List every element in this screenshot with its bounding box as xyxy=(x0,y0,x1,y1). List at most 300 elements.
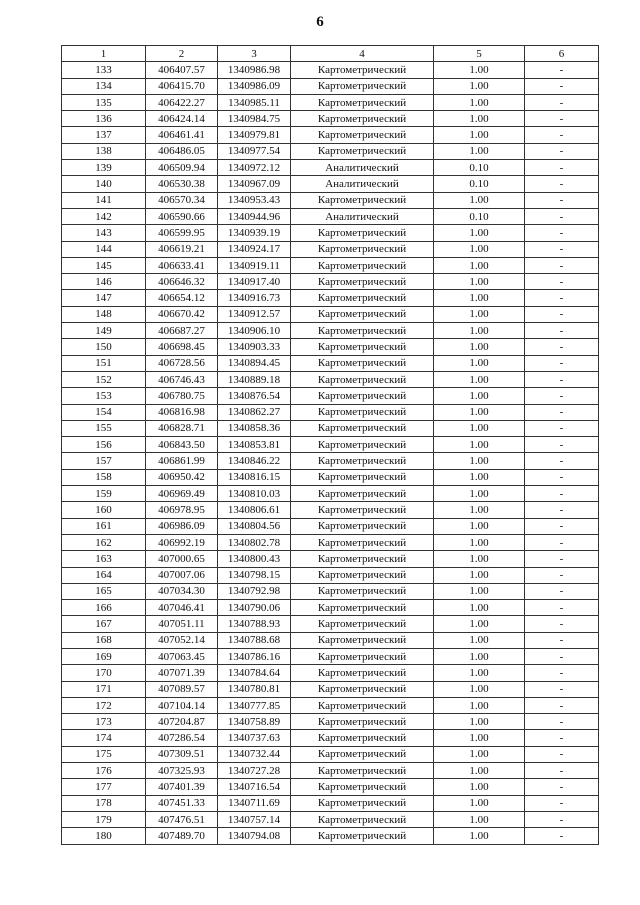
table-cell: Картометрический xyxy=(291,371,434,387)
table-cell: 1.00 xyxy=(434,453,525,469)
table-cell: Картометрический xyxy=(291,763,434,779)
table-cell: 1.00 xyxy=(434,763,525,779)
table-cell: 406950.42 xyxy=(146,469,218,485)
header-row xyxy=(62,46,599,62)
table-row xyxy=(62,681,599,697)
table-row xyxy=(62,730,599,746)
table-row xyxy=(62,616,599,632)
table-cell: 0.10 xyxy=(434,160,525,176)
table-cell: 406843.50 xyxy=(146,437,218,453)
table-cell: 1340985.11 xyxy=(218,94,291,110)
table-cell: Картометрический xyxy=(291,306,434,322)
table-row xyxy=(62,404,599,420)
table-cell: 407309.51 xyxy=(146,746,218,762)
table-cell: 153 xyxy=(62,388,146,404)
table-cell: 406424.14 xyxy=(146,111,218,127)
table-cell: 1340912.57 xyxy=(218,306,291,322)
table-cell: 1.00 xyxy=(434,225,525,241)
table-cell: 1340757.14 xyxy=(218,811,291,827)
table-cell: 1.00 xyxy=(434,257,525,273)
table-cell: 166 xyxy=(62,600,146,616)
table-cell: - xyxy=(525,648,599,664)
table-cell: Картометрический xyxy=(291,78,434,94)
table-cell: 407489.70 xyxy=(146,828,218,844)
table-row xyxy=(62,453,599,469)
table-cell: - xyxy=(525,714,599,730)
table-cell: 134 xyxy=(62,78,146,94)
table-row xyxy=(62,648,599,664)
table-cell: 1.00 xyxy=(434,746,525,762)
table-cell: 1340790.06 xyxy=(218,600,291,616)
table-cell: Картометрический xyxy=(291,828,434,844)
table-cell: 1340862.27 xyxy=(218,404,291,420)
table-row xyxy=(62,143,599,159)
table-cell: 133 xyxy=(62,62,146,78)
table-cell: - xyxy=(525,208,599,224)
table-row xyxy=(62,176,599,192)
table-cell: 406570.34 xyxy=(146,192,218,208)
table-cell: - xyxy=(525,665,599,681)
table-cell: 1340788.68 xyxy=(218,632,291,648)
table-cell: 1340876.54 xyxy=(218,388,291,404)
table-cell: - xyxy=(525,779,599,795)
table-cell: Картометрический xyxy=(291,697,434,713)
column-header: 5 xyxy=(434,46,525,62)
table-cell: 1.00 xyxy=(434,551,525,567)
table-cell: 406509.94 xyxy=(146,160,218,176)
table-row xyxy=(62,241,599,257)
table-cell: 407476.51 xyxy=(146,811,218,827)
table-header xyxy=(62,46,599,62)
table-cell: 145 xyxy=(62,257,146,273)
table-cell: Аналитический xyxy=(291,176,434,192)
table-cell: 1340786.16 xyxy=(218,648,291,664)
table-cell: 1340732.44 xyxy=(218,746,291,762)
table-cell: 1340894.45 xyxy=(218,355,291,371)
table-row xyxy=(62,486,599,502)
table-row xyxy=(62,78,599,94)
table-cell: 1.00 xyxy=(434,518,525,534)
table-cell: 407051.11 xyxy=(146,616,218,632)
table-cell: 406816.98 xyxy=(146,404,218,420)
table-row xyxy=(62,632,599,648)
table-cell: 1340816.15 xyxy=(218,469,291,485)
table-row xyxy=(62,94,599,110)
table-cell: 1340716.54 xyxy=(218,779,291,795)
table-cell: 1340972.12 xyxy=(218,160,291,176)
table-cell: 150 xyxy=(62,339,146,355)
table-row xyxy=(62,355,599,371)
table-cell: Картометрический xyxy=(291,437,434,453)
table-cell: 1340758.89 xyxy=(218,714,291,730)
table-cell: - xyxy=(525,697,599,713)
table-cell: 406746.43 xyxy=(146,371,218,387)
table-cell: - xyxy=(525,371,599,387)
table-cell: 140 xyxy=(62,176,146,192)
table-cell: 1340846.22 xyxy=(218,453,291,469)
table-cell: 1340858.36 xyxy=(218,420,291,436)
table-row xyxy=(62,437,599,453)
table-cell: 149 xyxy=(62,323,146,339)
table-row xyxy=(62,257,599,273)
table-cell: - xyxy=(525,192,599,208)
table-cell: 407204.87 xyxy=(146,714,218,730)
table-cell: 1340919.11 xyxy=(218,257,291,273)
table-cell: 1340939.19 xyxy=(218,225,291,241)
table-cell: - xyxy=(525,404,599,420)
table-cell: 1340788.93 xyxy=(218,616,291,632)
table-row xyxy=(62,111,599,127)
table-row xyxy=(62,388,599,404)
table-cell: 1.00 xyxy=(434,404,525,420)
table-row xyxy=(62,127,599,143)
table-cell: 0.10 xyxy=(434,176,525,192)
table-cell: 406969.49 xyxy=(146,486,218,502)
table-cell: 156 xyxy=(62,437,146,453)
table-cell: 407401.39 xyxy=(146,779,218,795)
table-cell: 407071.39 xyxy=(146,665,218,681)
table-cell: 406590.66 xyxy=(146,208,218,224)
table-cell: Картометрический xyxy=(291,632,434,648)
table-cell: 180 xyxy=(62,828,146,844)
table-cell: 164 xyxy=(62,567,146,583)
table-cell: 1.00 xyxy=(434,420,525,436)
table-cell: - xyxy=(525,551,599,567)
table-cell: 1340784.64 xyxy=(218,665,291,681)
table-cell: 167 xyxy=(62,616,146,632)
table-row xyxy=(62,746,599,762)
table-cell: - xyxy=(525,160,599,176)
table-cell: Картометрический xyxy=(291,257,434,273)
table-cell: 1340737.63 xyxy=(218,730,291,746)
table-body xyxy=(62,62,599,844)
table-cell: 406698.45 xyxy=(146,339,218,355)
table-cell: 1.00 xyxy=(434,502,525,518)
table-cell: 1340727.28 xyxy=(218,763,291,779)
table-cell: 1340917.40 xyxy=(218,274,291,290)
table-cell: - xyxy=(525,583,599,599)
table-cell: 1340967.09 xyxy=(218,176,291,192)
table-row xyxy=(62,583,599,599)
table-cell: 160 xyxy=(62,502,146,518)
table-cell: 165 xyxy=(62,583,146,599)
table-cell: - xyxy=(525,811,599,827)
table-cell: 169 xyxy=(62,648,146,664)
table-cell: 135 xyxy=(62,94,146,110)
table-cell: - xyxy=(525,143,599,159)
table-cell: 172 xyxy=(62,697,146,713)
table-cell: 1340810.03 xyxy=(218,486,291,502)
table-cell: 1340906.10 xyxy=(218,323,291,339)
table-row xyxy=(62,828,599,844)
table-cell: - xyxy=(525,78,599,94)
table-cell: 138 xyxy=(62,143,146,159)
table-cell: 406687.27 xyxy=(146,323,218,339)
table-row xyxy=(62,323,599,339)
table-cell: 1340777.85 xyxy=(218,697,291,713)
table-row xyxy=(62,469,599,485)
table-cell: 406415.70 xyxy=(146,78,218,94)
table-row xyxy=(62,600,599,616)
table-row xyxy=(62,811,599,827)
table-cell: - xyxy=(525,681,599,697)
table-cell: 161 xyxy=(62,518,146,534)
table-cell: Картометрический xyxy=(291,192,434,208)
table-cell: - xyxy=(525,600,599,616)
table-cell: 1340889.18 xyxy=(218,371,291,387)
table-row xyxy=(62,551,599,567)
table-cell: 1.00 xyxy=(434,779,525,795)
table-row xyxy=(62,371,599,387)
table-cell: 177 xyxy=(62,779,146,795)
table-cell: 1.00 xyxy=(434,795,525,811)
table-cell: 1.00 xyxy=(434,127,525,143)
table-cell: 407046.41 xyxy=(146,600,218,616)
table-cell: 1.00 xyxy=(434,143,525,159)
table-cell: 1340979.81 xyxy=(218,127,291,143)
table-cell: 1340806.61 xyxy=(218,502,291,518)
table-cell: - xyxy=(525,502,599,518)
table-cell: Картометрический xyxy=(291,225,434,241)
table-cell: Картометрический xyxy=(291,518,434,534)
table-cell: - xyxy=(525,730,599,746)
table-cell: 1.00 xyxy=(434,714,525,730)
table-cell: 142 xyxy=(62,208,146,224)
table-cell: 407034.30 xyxy=(146,583,218,599)
table-cell: Картометрический xyxy=(291,551,434,567)
table-cell: Картометрический xyxy=(291,583,434,599)
table-cell: 152 xyxy=(62,371,146,387)
table-cell: 406633.41 xyxy=(146,257,218,273)
table-cell: - xyxy=(525,323,599,339)
table-cell: 1.00 xyxy=(434,274,525,290)
table-cell: 1.00 xyxy=(434,567,525,583)
table-cell: 158 xyxy=(62,469,146,485)
table-cell: Картометрический xyxy=(291,274,434,290)
table-cell: 1.00 xyxy=(434,355,525,371)
table-cell: 141 xyxy=(62,192,146,208)
table-row xyxy=(62,420,599,436)
table-cell: Картометрический xyxy=(291,616,434,632)
table-cell: 1340953.43 xyxy=(218,192,291,208)
table-cell: 176 xyxy=(62,763,146,779)
table-cell: 168 xyxy=(62,632,146,648)
table-cell: 407007.06 xyxy=(146,567,218,583)
table-cell: 139 xyxy=(62,160,146,176)
table-cell: 1.00 xyxy=(434,290,525,306)
table-cell: - xyxy=(525,437,599,453)
table-cell: 1340903.33 xyxy=(218,339,291,355)
table-cell: 1340711.69 xyxy=(218,795,291,811)
column-header: 4 xyxy=(291,46,434,62)
table-cell: Картометрический xyxy=(291,681,434,697)
table-cell: 155 xyxy=(62,420,146,436)
table-cell: Картометрический xyxy=(291,730,434,746)
table-cell: 148 xyxy=(62,306,146,322)
table-cell: 173 xyxy=(62,714,146,730)
table-cell: Картометрический xyxy=(291,404,434,420)
table-cell: 1340853.81 xyxy=(218,437,291,453)
table-cell: - xyxy=(525,567,599,583)
table-cell: 406646.32 xyxy=(146,274,218,290)
table-cell: 170 xyxy=(62,665,146,681)
column-header: 6 xyxy=(525,46,599,62)
table-cell: 406486.05 xyxy=(146,143,218,159)
table-cell: - xyxy=(525,290,599,306)
table-row xyxy=(62,534,599,550)
table-cell: 407325.93 xyxy=(146,763,218,779)
table-cell: Аналитический xyxy=(291,208,434,224)
table-cell: Картометрический xyxy=(291,600,434,616)
table-cell: 1.00 xyxy=(434,828,525,844)
table-cell: Картометрический xyxy=(291,714,434,730)
table-row xyxy=(62,208,599,224)
table-cell: Картометрический xyxy=(291,534,434,550)
column-header: 1 xyxy=(62,46,146,62)
table-cell: 1340986.98 xyxy=(218,62,291,78)
table-cell: 147 xyxy=(62,290,146,306)
table-cell: - xyxy=(525,795,599,811)
table-cell: 1.00 xyxy=(434,697,525,713)
table-cell: 406670.42 xyxy=(146,306,218,322)
table-cell: 174 xyxy=(62,730,146,746)
table-cell: 407089.57 xyxy=(146,681,218,697)
table-row xyxy=(62,274,599,290)
table-cell: 1340916.73 xyxy=(218,290,291,306)
table-cell: Картометрический xyxy=(291,241,434,257)
table-cell: 1340924.17 xyxy=(218,241,291,257)
table-cell: Картометрический xyxy=(291,290,434,306)
table-cell: 146 xyxy=(62,274,146,290)
table-cell: Картометрический xyxy=(291,355,434,371)
table-cell: Картометрический xyxy=(291,567,434,583)
table-cell: 1.00 xyxy=(434,534,525,550)
table-cell: Картометрический xyxy=(291,779,434,795)
table-cell: 1340800.43 xyxy=(218,551,291,567)
table-cell: Картометрический xyxy=(291,502,434,518)
table-row xyxy=(62,502,599,518)
table-cell: 1340794.08 xyxy=(218,828,291,844)
table-cell: 171 xyxy=(62,681,146,697)
table-cell: 406986.09 xyxy=(146,518,218,534)
table-row xyxy=(62,192,599,208)
table-cell: - xyxy=(525,420,599,436)
table-row xyxy=(62,567,599,583)
table-cell: 151 xyxy=(62,355,146,371)
table-cell: 406992.19 xyxy=(146,534,218,550)
table-row xyxy=(62,339,599,355)
table-cell: 1.00 xyxy=(434,616,525,632)
table-cell: - xyxy=(525,616,599,632)
table-cell: 406828.71 xyxy=(146,420,218,436)
table-cell: 1.00 xyxy=(434,632,525,648)
table-cell: - xyxy=(525,339,599,355)
table-cell: 1340804.56 xyxy=(218,518,291,534)
table-cell: 178 xyxy=(62,795,146,811)
table-cell: 1.00 xyxy=(434,486,525,502)
table-cell: 1.00 xyxy=(434,665,525,681)
table-cell: 136 xyxy=(62,111,146,127)
table-cell: 406780.75 xyxy=(146,388,218,404)
table-cell: Картометрический xyxy=(291,94,434,110)
table-cell: 1.00 xyxy=(434,306,525,322)
table-cell: 1.00 xyxy=(434,339,525,355)
table-cell: 159 xyxy=(62,486,146,502)
table-row xyxy=(62,697,599,713)
table-cell: - xyxy=(525,225,599,241)
table-cell: - xyxy=(525,306,599,322)
table-cell: 137 xyxy=(62,127,146,143)
table-row xyxy=(62,714,599,730)
table-cell: 406728.56 xyxy=(146,355,218,371)
table-cell: 407063.45 xyxy=(146,648,218,664)
table-cell: - xyxy=(525,388,599,404)
table-cell: 1.00 xyxy=(434,323,525,339)
table-cell: Картометрический xyxy=(291,323,434,339)
table-cell: - xyxy=(525,241,599,257)
table-cell: Картометрический xyxy=(291,339,434,355)
table-cell: 1.00 xyxy=(434,583,525,599)
table-cell: 162 xyxy=(62,534,146,550)
table-cell: 1340780.81 xyxy=(218,681,291,697)
table-cell: Картометрический xyxy=(291,795,434,811)
table-cell: Картометрический xyxy=(291,811,434,827)
table-cell: - xyxy=(525,111,599,127)
table-cell: 1.00 xyxy=(434,111,525,127)
table-cell: - xyxy=(525,469,599,485)
table-cell: 406461.41 xyxy=(146,127,218,143)
table-row xyxy=(62,779,599,795)
table-cell: 143 xyxy=(62,225,146,241)
table-cell: 0.10 xyxy=(434,208,525,224)
table-cell: 407000.65 xyxy=(146,551,218,567)
table-cell: - xyxy=(525,94,599,110)
table-row xyxy=(62,306,599,322)
table-cell: 1340798.15 xyxy=(218,567,291,583)
table-cell: 179 xyxy=(62,811,146,827)
table-cell: 1.00 xyxy=(434,62,525,78)
table-cell: Картометрический xyxy=(291,486,434,502)
table-cell: 1340986.09 xyxy=(218,78,291,94)
table-row xyxy=(62,290,599,306)
table-cell: 1.00 xyxy=(434,811,525,827)
table-cell: 1.00 xyxy=(434,648,525,664)
table-cell: 406861.99 xyxy=(146,453,218,469)
column-header: 2 xyxy=(146,46,218,62)
table-cell: 1.00 xyxy=(434,469,525,485)
table-cell: - xyxy=(525,518,599,534)
table-cell: 163 xyxy=(62,551,146,567)
table-cell: - xyxy=(525,486,599,502)
column-header: 3 xyxy=(218,46,291,62)
table-cell: 1340984.75 xyxy=(218,111,291,127)
table-cell: 1.00 xyxy=(434,192,525,208)
table-cell: 406619.21 xyxy=(146,241,218,257)
table-cell: 154 xyxy=(62,404,146,420)
table-cell: 1.00 xyxy=(434,371,525,387)
table-cell: 406530.38 xyxy=(146,176,218,192)
table-cell: Картометрический xyxy=(291,420,434,436)
table-row xyxy=(62,225,599,241)
table-cell: 1340792.98 xyxy=(218,583,291,599)
table-cell: - xyxy=(525,746,599,762)
table-cell: 406407.57 xyxy=(146,62,218,78)
table-cell: - xyxy=(525,763,599,779)
table-cell: Картометрический xyxy=(291,388,434,404)
table-cell: Картометрический xyxy=(291,453,434,469)
table-cell: Аналитический xyxy=(291,160,434,176)
table-cell: 406422.27 xyxy=(146,94,218,110)
